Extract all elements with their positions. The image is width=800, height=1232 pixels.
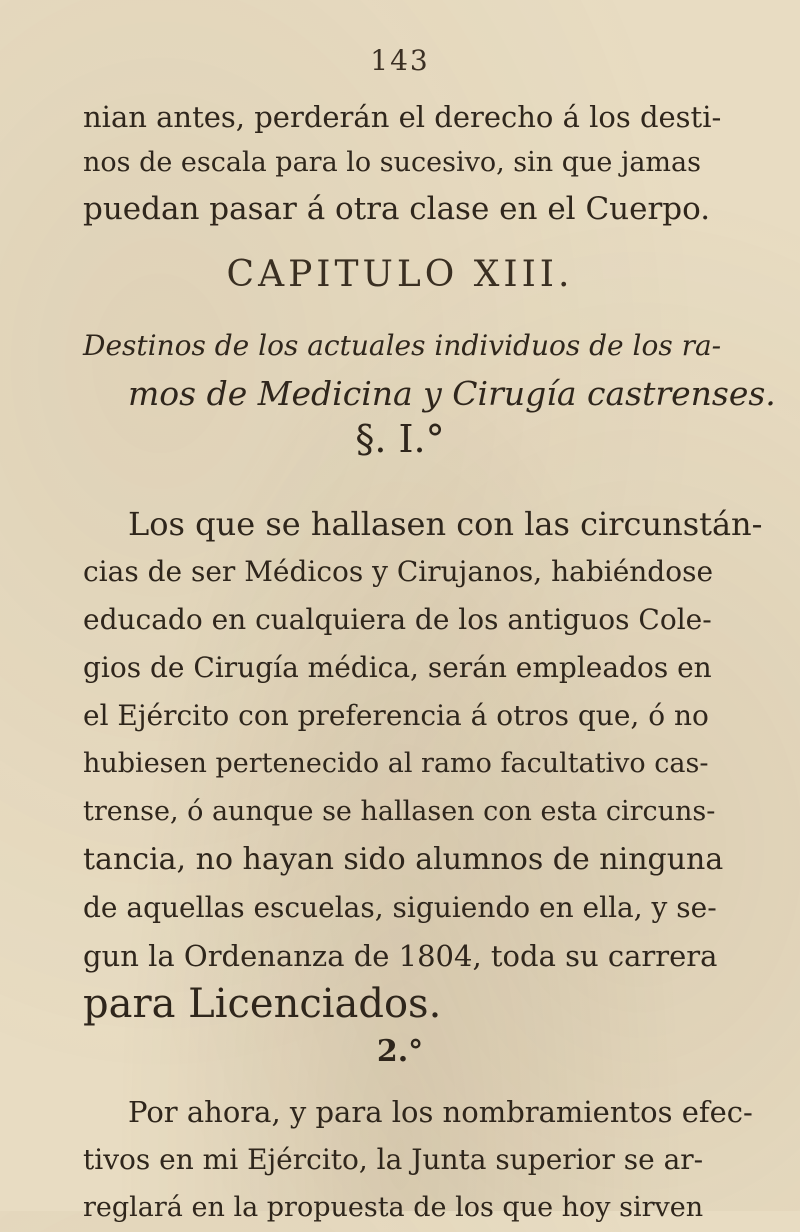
paragraph-1-line-6: hubiesen pertenecido al ramo facultativo cas- (83, 748, 709, 779)
intro-line-3: puedan pasar á otra clase en el Cuerpo. (83, 191, 711, 227)
section-mark-2: 2.° (376, 1034, 424, 1069)
paragraph-1-line-7: trense, ó aunque se hallasen con esta circuns- (83, 796, 716, 827)
section-mark-1: §. I.° (355, 417, 445, 461)
paragraph-1-line-9: de aquellas escuelas, siguiendo en ella, y se- (83, 891, 717, 924)
paragraph-2-line-1: Por ahora, y para los nombramientos efec- (128, 1095, 753, 1129)
paragraph-2-line-3: reglará en la propuesta de los que hoy sirven (83, 1192, 704, 1223)
paragraph-1-line-1: Los que se hallasen con las circunstán- (128, 505, 763, 543)
paragraph-1-line-10: gun la Ordenanza de 1804, toda su carrera (83, 939, 718, 973)
paragraph-1-line-5: el Ejército con preferencia á otros que, ó no (83, 699, 709, 732)
paragraph-1-line-11: para Licenciados. (83, 981, 442, 1027)
paragraph-2-line-2: tivos en mi Ejército, la Junta superior se ar- (83, 1143, 704, 1176)
paragraph-1-line-3: educado en cualquiera de los antiguos Cole- (83, 603, 712, 636)
intro-line-1: nian antes, perderán el derecho á los desti- (83, 100, 722, 134)
paragraph-1-line-4: gios de Cirugía médica, serán empleados en (83, 651, 712, 684)
page-number: 143 (370, 44, 430, 77)
chapter-title: CAPITULO XIII. (226, 254, 574, 295)
paragraph-1-line-2: cias de ser Médicos y Cirujanos, habiéndose (83, 555, 714, 588)
chapter-subtitle-line-1: Destinos de los actuales individuos de los ra- (83, 329, 722, 362)
paragraph-1-line-8: tancia, no hayan sido alumnos de ninguna (83, 842, 724, 877)
chapter-subtitle-line-2: mos de Medicina y Cirugía castrenses. (128, 374, 776, 413)
intro-line-2: nos de escala para lo sucesivo, sin que jamas (83, 147, 701, 178)
